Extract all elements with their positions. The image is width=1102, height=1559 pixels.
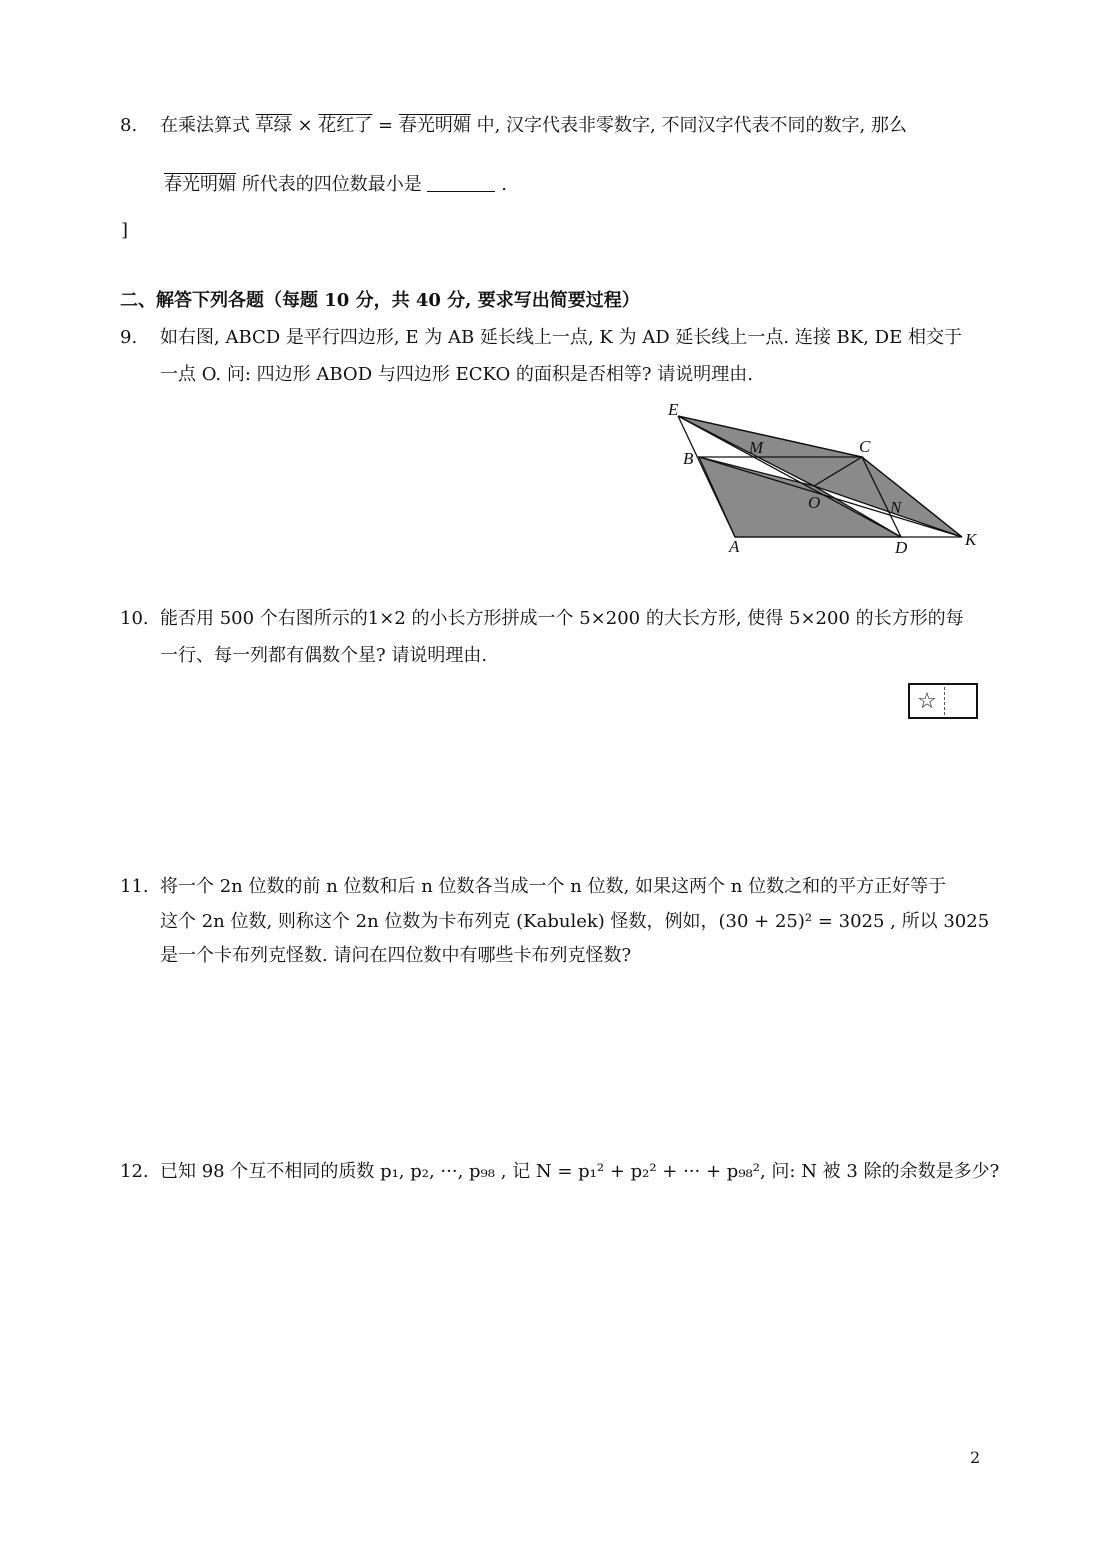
q8-text-b: 所代表的四位数最小是 xyxy=(241,174,422,195)
q8-times: × xyxy=(297,115,313,136)
q10-number: 10. xyxy=(120,608,149,629)
label-c: C xyxy=(859,437,871,456)
q10-line-2: 一行、每一列都有偶数个星? 请说明理由. xyxy=(160,645,488,666)
q12-line-1: 已知 98 个互不相同的质数 p₁, p₂, ···, p₉₈ , 记 N = p₁² + p₂² + ··· + p₉₈², 问: N 被 3 除的余数是多少? xyxy=(160,1161,1000,1182)
label-m: M xyxy=(749,438,764,457)
q10-domino-tile xyxy=(908,683,978,719)
q9-parallelogram-figure xyxy=(660,398,990,558)
star-icon: ☆ xyxy=(917,689,937,714)
label-n: N xyxy=(890,498,902,517)
q11-line-2: 这个 2n 位数, 则称这个 2n 位数为卡布列克 (Kabulek) 怪数，例如，(30 + 25)² = 3025 , 所以 3025 xyxy=(160,911,990,932)
q8-term-chunguangmingmei: 春光明媚 xyxy=(398,115,471,136)
q11-line-3: 是一个卡布列克怪数. 请问在四位数中有哪些卡布列克怪数? xyxy=(160,945,632,966)
label-o: O xyxy=(808,493,821,512)
q9-line-1: 如右图, ABCD 是平行四边形, E 为 AB 延长线上一点, K 为 AD 延长线上一点. 连接 BK, DE 相交于 xyxy=(160,327,962,348)
tile-dashed-divider xyxy=(944,687,945,715)
q9-number: 9. xyxy=(120,327,138,348)
q10-line-1: 能否用 500 个右图所示的1×2 的小长方形拼成一个 5×200 的大长方形, 使得 5×200 的长方形的每 xyxy=(160,608,964,629)
q8-term-huahongle: 花红了 xyxy=(318,115,373,136)
label-e: E xyxy=(668,400,679,419)
q8-text-g: 中, 汉字代表非零数字, 不同汉字代表不同的数字, 那么 xyxy=(476,115,907,136)
q8-text-a: 在乘法算式 xyxy=(160,115,250,136)
label-b: B xyxy=(683,449,694,468)
q8-term-caolv: 草绿 xyxy=(255,115,292,136)
q8-term-chunguangmingmei-2: 春光明媚 xyxy=(164,174,236,195)
label-d: D xyxy=(895,538,908,557)
q11-number: 11. xyxy=(120,876,149,897)
q11-line-1: 将一个 2n 位数的前 n 位数和后 n 位数各当成一个 n 位数, 如果这两个 n 位数之和的平方正好等于 xyxy=(160,876,947,897)
label-k: K xyxy=(965,530,977,549)
stray-bracket: ] xyxy=(121,220,129,241)
q8-equals: = xyxy=(378,115,399,136)
q12-number: 12. xyxy=(120,1161,149,1182)
page-number: 2 xyxy=(970,1448,981,1467)
q8-number: 8. xyxy=(120,115,138,136)
q8-period: . xyxy=(501,174,507,195)
q8-answer-blank xyxy=(427,173,495,192)
q8-line-1 xyxy=(160,114,907,138)
q9-line-2: 一点 O. 问: 四边形 ABOD 与四边形 ECKO 的面积是否相等? 请说明理由. xyxy=(160,364,754,385)
q8-line-2 xyxy=(164,173,507,197)
label-a: A xyxy=(729,537,740,556)
section-2-heading: 二、解答下列各题（每题 10 分，共 40 分, 要求写出简要过程） xyxy=(120,290,640,311)
